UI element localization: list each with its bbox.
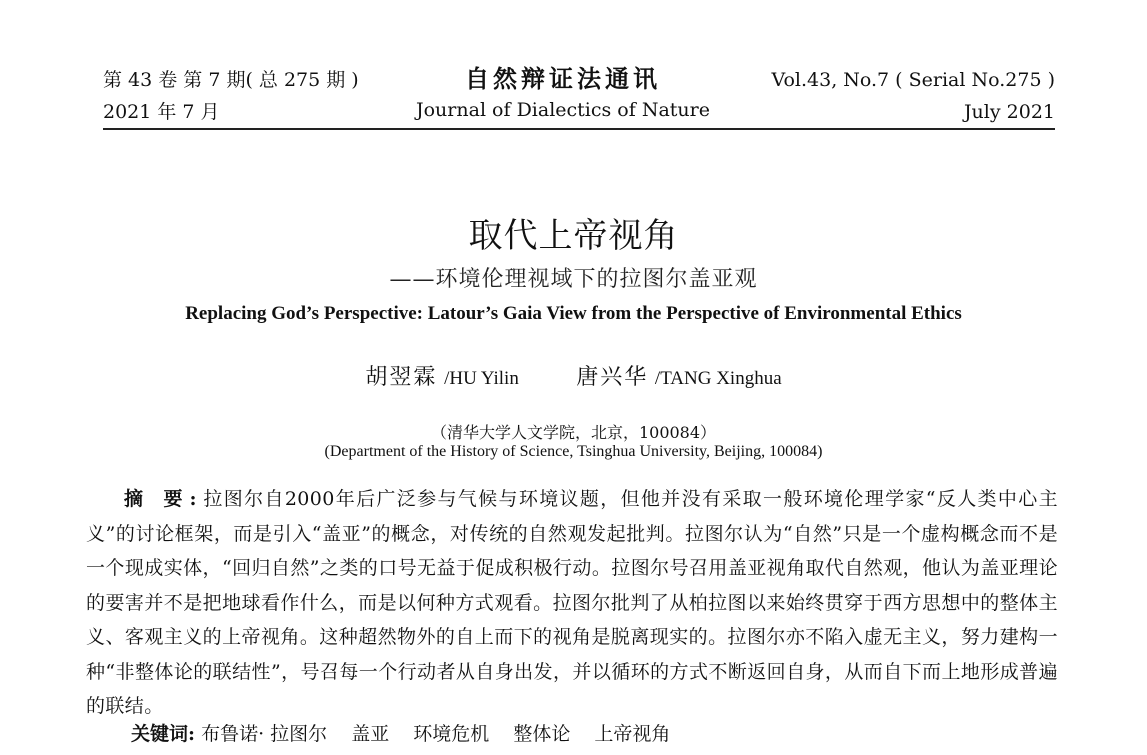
article-title-en: Replacing God’s Perspective: Latour’s Gaia View from the Perspective of Environmental Ethics [185, 303, 962, 324]
author-2-en: /TANG Xinghua [654, 368, 782, 389]
affiliation-en: (Department of the History of Science, Tsinghua University, Beijing, 100084) [324, 443, 823, 460]
volume-en: Vol.43, No.7 ( Serial No.275 ) [771, 69, 1055, 91]
keyword: 整体论 [513, 723, 571, 745]
author-2-cn: 唐兴华 [576, 365, 649, 390]
keywords [131, 718, 688, 750]
journal-header [103, 64, 1055, 130]
abstract [86, 482, 1058, 724]
keyword: 环境危机 [413, 723, 490, 745]
header-right [772, 64, 1056, 128]
abstract-text: 拉图尔自2000年后广泛参与气候与环境议题，但他并没有采取一般环境伦理学家“反人类中心主义”的讨论框架，而是引入“盖亚”的概念，对传统的自然观发起批判。拉图尔认为“自然”只是一个虚构概念而不是一个现成实体，“回归自然”之类的口号无益于促成积极行动。拉图尔号召用盖亚视角取代自然观，他认为盖亚理论的要害并不是把地球看作什么，而是以何种方式观看。拉图尔批判了从柏拉图以来始终贯穿于西方思想中的整体主义、客观主义的上帝视角。这种超然物外的自上而下的视角是脱离现实的。拉图尔亦不陷入虚无主义，努力建构一种“非整体论的联结性”，号召每一个行动者从自身出发，并以循环的方式不断返回自身，从而自下而上地形成普遍的联结。 [86, 488, 1058, 717]
affiliation-cn: （清华大学人文学院，北京，100084） [430, 423, 717, 442]
date-cn: 2021 年 7 月 [103, 101, 220, 123]
abstract-label: 摘 要: [124, 488, 203, 510]
keywords-label: 关键词: [131, 723, 196, 745]
article-subtitle-cn: ——环境伦理视域下的拉图尔盖亚观 [389, 267, 758, 292]
keyword: 盖亚 [351, 723, 390, 745]
date-en: July 2021 [963, 101, 1055, 123]
issue-cn: 第 43 卷 第 7 期( 总 275 期 ) [103, 69, 359, 91]
keyword: 布鲁诺· 拉图尔 [201, 723, 328, 745]
article-title-cn: 取代上帝视角 [468, 216, 679, 256]
authors [0, 360, 1147, 391]
journal-logo-cn: 自然辩证法通讯 [465, 64, 661, 93]
keyword: 上帝视角 [594, 723, 671, 745]
author-1-en: /HU Yilin [444, 368, 519, 389]
journal-name-en: Journal of Dialectics of Nature [416, 99, 710, 121]
author-1-cn: 胡翌霖 [365, 365, 438, 390]
header-center [398, 64, 728, 126]
header-left [103, 64, 359, 128]
